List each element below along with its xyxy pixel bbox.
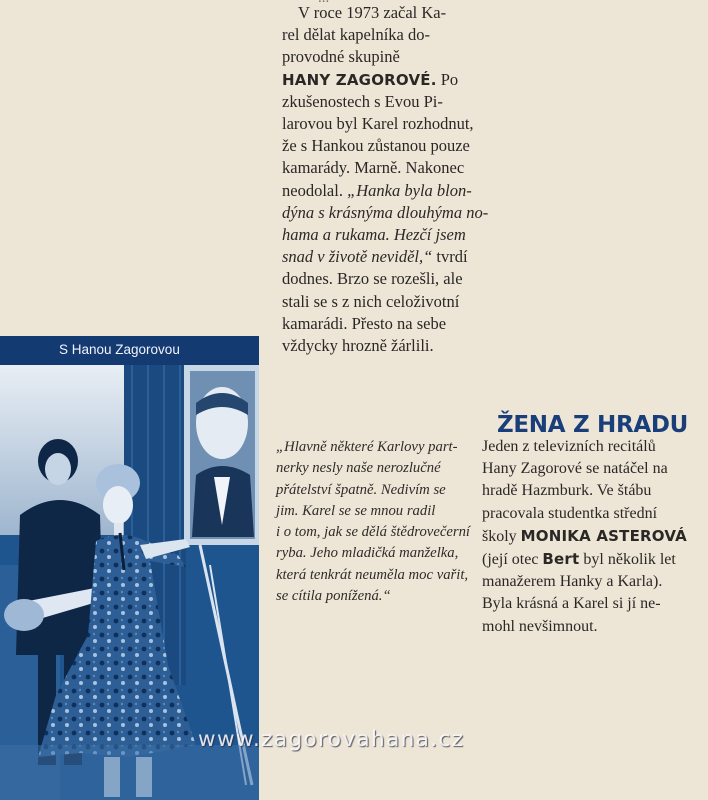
quote-line: jim. Karel se se mnou radil: [276, 502, 436, 519]
body-line: larovou byl Karel rozhodnut,: [282, 114, 474, 134]
body-line: dodnes. Brzo se rozešli, ale: [282, 269, 463, 289]
body-line: školy MONIKA ASTEROVÁ: [482, 526, 687, 545]
body-line-italic: dýna s krásnýma dlouhýma no-: [282, 202, 489, 222]
body-line: V roce 1973 začal Ka-: [298, 3, 447, 22]
quote-line: i o tom, jak se dělá štědrovečerní: [276, 524, 471, 541]
body-line-italic: hama a rukama. Hezčí jsem: [282, 225, 466, 245]
fragment-text: [318, 0, 329, 9]
person-name-monika: MONIKA ASTEROVÁ: [520, 526, 687, 545]
body-line: hradě Hazmburk. Ve štábu: [482, 482, 652, 500]
body-line: rel dělat kapelníka do-: [282, 25, 430, 45]
quote-line: nerky nesly naše nerozlučné: [276, 460, 441, 477]
quote-line: která tenkrát neuměla moc vařit,: [276, 566, 469, 583]
body-line: mohl nevšimnout.: [482, 617, 598, 635]
person-name-hany: HANY ZAGOROVÉ.: [282, 70, 437, 89]
person-name-bert: Bert: [542, 550, 580, 569]
section-heading: ŽENA Z HRADU: [497, 412, 689, 438]
body-line: kamarády. Marně. Nakonec: [282, 158, 465, 178]
body-line: snad v životě neviděl,“ tvrdí: [282, 247, 468, 267]
quote-line: přátelství špatně. Nedivím se: [276, 481, 446, 498]
body-line: neodolal. „Hanka byla blon-: [282, 180, 472, 200]
body-line: (její otec Bert byl několik let: [482, 550, 676, 569]
body-line: Jeden z televizních recitálů: [482, 438, 656, 455]
top-article: [282, 2, 488, 357]
body-line: vždycky hrozně žárlili.: [282, 336, 434, 356]
quote-line: ryba. Jeho mladičká manželka,: [276, 545, 459, 562]
body-line: kamarádi. Přesto na sebe: [282, 313, 447, 333]
body-line: že s Hankou zůstanou pouze: [282, 136, 470, 156]
quote-line: „Hlavně některé Karlovy part-: [276, 439, 458, 455]
quote-line: se cítila ponížená.“: [276, 588, 391, 605]
body-line: manažerem Hanky a Karla).: [482, 573, 663, 591]
photo-caption: S Hanou Zagorovou: [59, 342, 180, 357]
body-line: provodné skupině: [282, 47, 400, 67]
body-line: Hany Zagorové se natáčel na: [482, 460, 668, 478]
right-article: [482, 436, 687, 638]
caption-bar: [0, 336, 259, 365]
body-line: Byla krásná a Karel si jí ne-: [482, 595, 661, 613]
body-line: pracovala studentka střední: [482, 504, 658, 522]
watermark-url: www.zagorovahana.cz: [198, 727, 465, 752]
body-line: zkušenostech s Evou Pi-: [282, 91, 443, 111]
body-line: HANY ZAGOROVÉ. Po: [282, 69, 459, 89]
body-line: stali se s z nich celoživotní: [282, 291, 460, 311]
pull-quote: [276, 437, 470, 607]
